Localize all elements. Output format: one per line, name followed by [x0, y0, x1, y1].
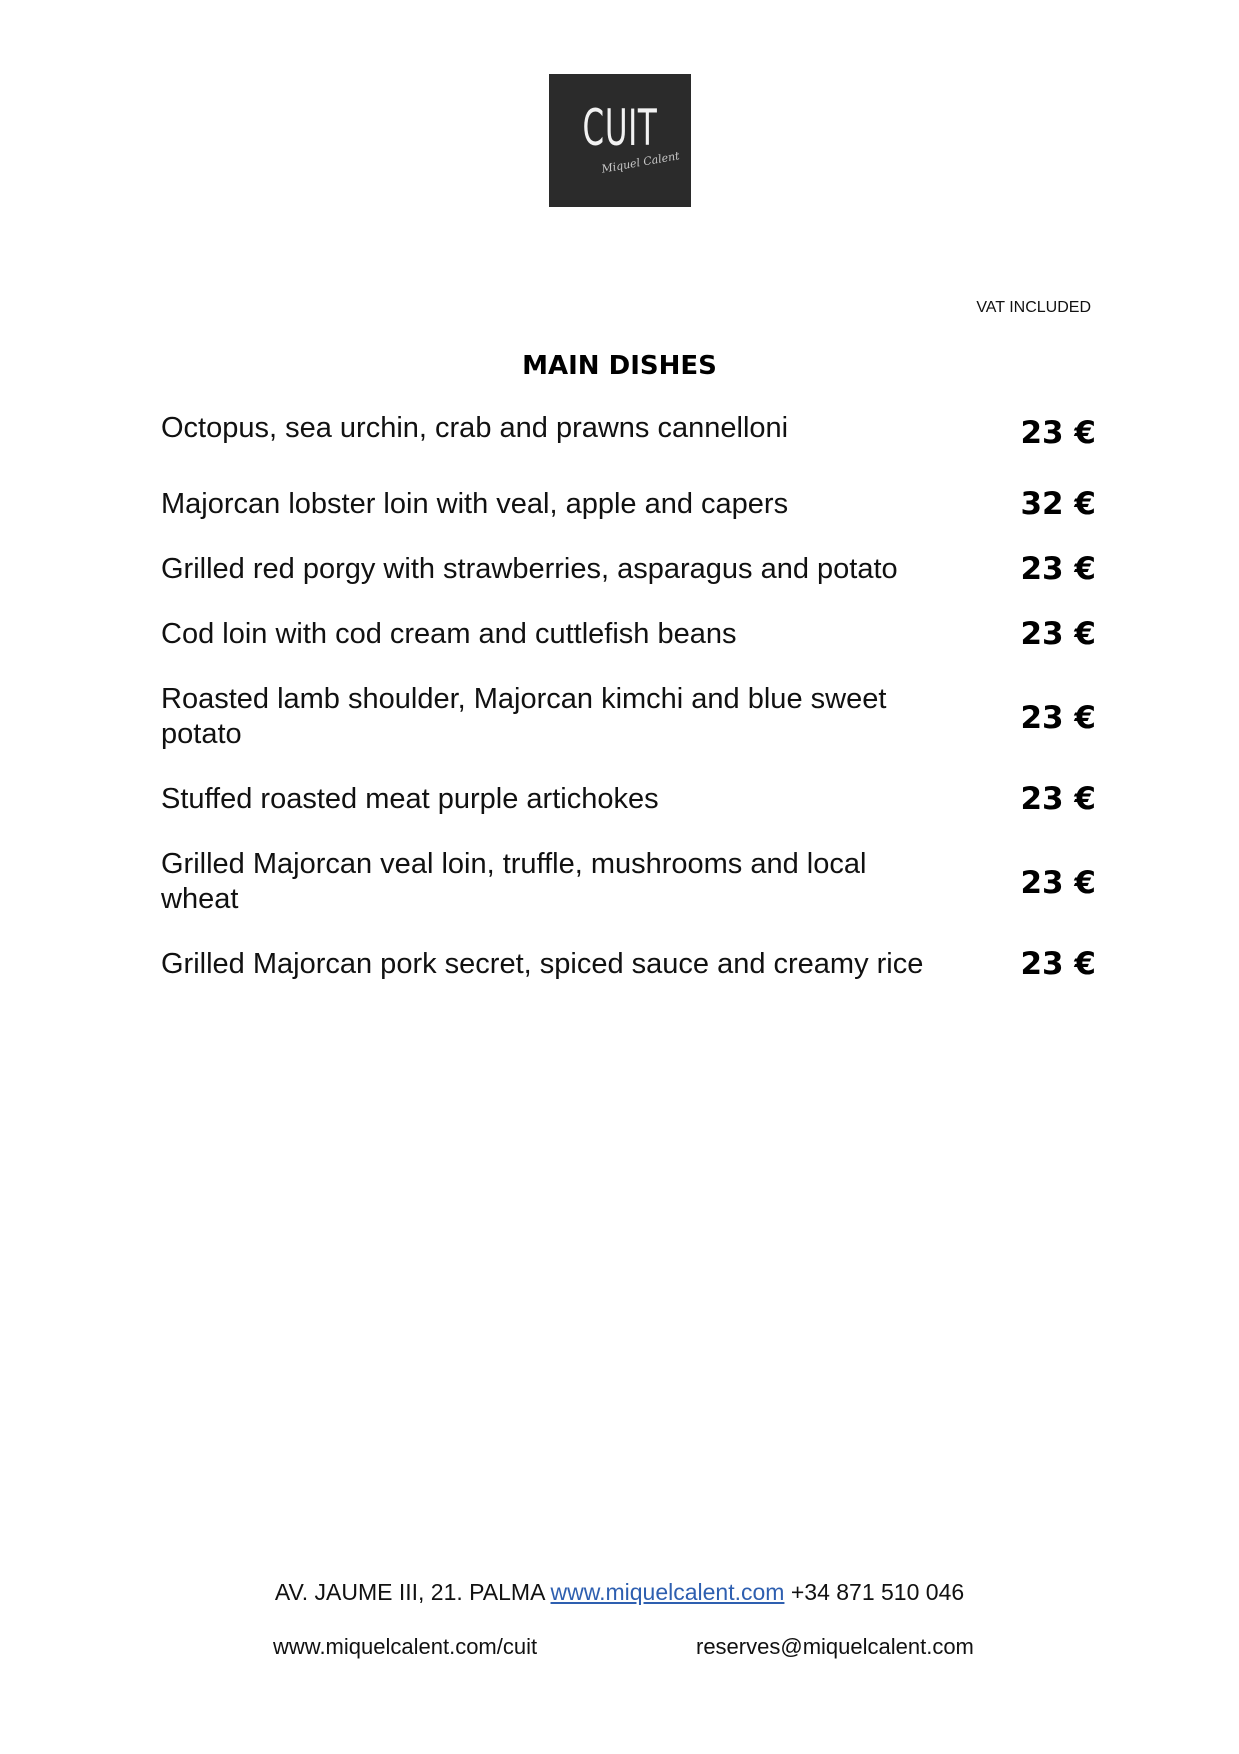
footer-address: AV. JAUME III, 21. PALMA	[274, 1579, 545, 1605]
vat-note: VAT INCLUDED	[976, 299, 1091, 316]
website-link[interactable]: www.miquelcalent.com	[550, 1579, 785, 1605]
dish-name: Grilled Majorcan veal loin, truffle, mushrooms and local wheat	[161, 848, 867, 915]
dish-price: 23 €	[1020, 700, 1096, 736]
footer-contact-line	[0, 1577, 1239, 1607]
dish-price: 23 €	[1020, 946, 1096, 982]
dish-item	[161, 782, 1096, 822]
dish-name: Grilled Majorcan pork secret, spiced sauce and creamy rice	[161, 948, 924, 980]
dish-item	[161, 847, 1096, 919]
section-title: MAIN DISHES	[522, 351, 717, 381]
dish-item	[161, 947, 1096, 987]
dish-price: 32 €	[1020, 486, 1096, 522]
dish-name: Grilled red porgy with strawberries, asparagus and potato	[161, 553, 898, 585]
footer-email: reserves@miquelcalent.com	[696, 1634, 974, 1659]
logo-signature: Miquel Calent	[600, 149, 681, 176]
dish-item	[161, 487, 1096, 527]
dish-item	[161, 617, 1096, 657]
dish-price: 23 €	[1020, 551, 1096, 587]
dish-item	[161, 682, 1096, 754]
dish-name: Majorcan lobster loin with veal, apple and capers	[161, 488, 789, 520]
dish-item	[161, 552, 1096, 592]
dish-name: Roasted lamb shoulder, Majorcan kimchi and blue sweet potato	[161, 683, 887, 750]
dish-price: 23 €	[1020, 781, 1096, 817]
dish-price: 23 €	[1020, 616, 1096, 652]
dish-name: Octopus, sea urchin, crab and prawns cannelloni	[161, 412, 789, 444]
dish-price: 23 €	[1020, 865, 1096, 901]
dish-price: 23 €	[1020, 415, 1096, 451]
dish-name: Cod loin with cod cream and cuttlefish beans	[161, 618, 737, 650]
dish-item	[161, 411, 1096, 451]
footer-cuit-url: www.miquelcalent.com/cuit	[273, 1634, 538, 1659]
logo-wordmark: CUIT	[582, 99, 658, 157]
dish-name: Stuffed roasted meat purple artichokes	[161, 783, 659, 815]
dish-list	[161, 0, 1096, 1754]
footer-phone: +34 871 510 046	[790, 1579, 965, 1605]
